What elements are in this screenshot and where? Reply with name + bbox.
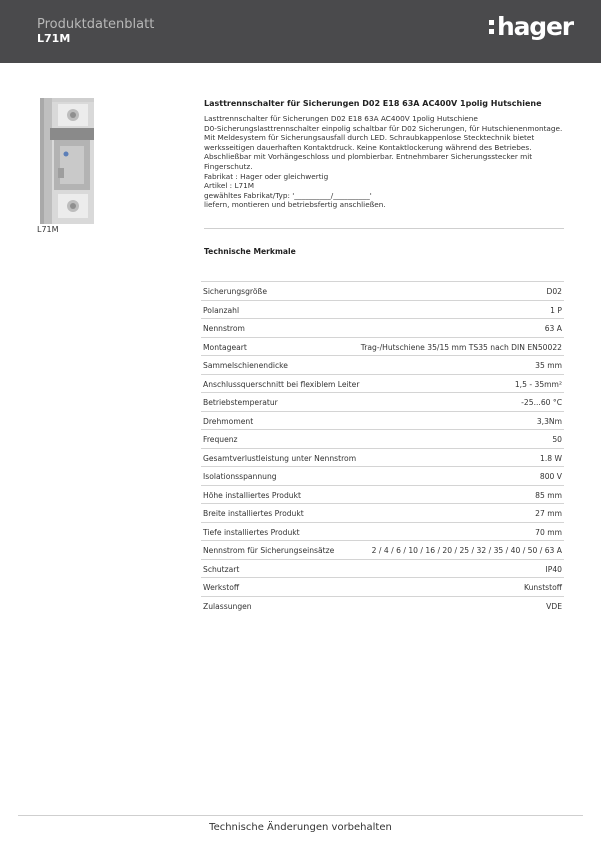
table-row: [201, 337, 564, 356]
specs-table: [201, 281, 564, 614]
spec-label: Isolationsspannung: [203, 472, 277, 481]
spec-label: Breite installiertes Produkt: [203, 509, 304, 518]
section-divider: [204, 228, 564, 229]
footer-note: Technische Änderungen vorbehalten: [209, 822, 392, 833]
spec-label: Montageart: [203, 342, 247, 352]
spec-value: 800 V: [539, 472, 562, 481]
spec-value: VDE: [546, 601, 562, 611]
table-row: [201, 318, 564, 337]
header-bar: [0, 0, 601, 63]
table-row: [201, 300, 564, 319]
spec-label: Gesamtverlustleistung unter Nennstrom: [203, 453, 357, 463]
spec-label: Polanzahl: [203, 305, 240, 315]
spec-value: 27 mm: [535, 509, 562, 518]
description-line: D0-Sicherungslasttrennschalter einpolig schaltbar für D02 Sicherungen, für Hutschienenmontage.: [204, 123, 563, 133]
spec-label: Höhe installiertes Produkt: [203, 490, 301, 500]
product-title: Lasttrennschalter für Sicherungen D02 E18 63A AC400V 1polig Hutschiene: [204, 99, 542, 108]
table-row: [201, 355, 564, 374]
spec-value: Trag-/Hutschiene 35/15 mm TS35 nach DIN EN50022: [360, 342, 562, 352]
table-row: [201, 374, 564, 393]
spec-label: Nennstrom für Sicherungseinsätze: [203, 546, 335, 555]
description-line: Mit Meldesystem für Sicherungsausfall durch LED. Schraubkappenlose Stecktechnik bietet: [204, 133, 535, 143]
hager-logo: [489, 12, 573, 44]
spec-label: Betriebstemperatur: [203, 398, 278, 407]
spec-label: Tiefe installiertes Produkt: [203, 527, 300, 537]
description-line: werksseitigen dauerhaften Kontaktdruck. Keine Kontaktlockerung während des Betriebes.: [204, 142, 532, 152]
spec-value: 35 mm: [535, 361, 562, 370]
description-line: Artikel : L71M: [204, 181, 255, 191]
description-line: Fabrikat : Hager oder gleichwertig: [204, 171, 329, 181]
spec-label: Zulassungen: [203, 601, 252, 611]
table-row: [201, 411, 564, 430]
spec-label: Schutzart: [203, 564, 240, 574]
table-row: [201, 448, 564, 467]
spec-value: IP40: [545, 564, 562, 574]
spec-label: Anschlussquerschnitt bei flexiblem Leiter: [203, 379, 360, 389]
table-row: [201, 392, 564, 411]
spec-label: Frequenz: [203, 435, 238, 444]
spec-value: 2 / 4 / 6 / 10 / 16 / 20 / 25 / 32 / 35 / 40 / 50 / 63 A: [371, 546, 562, 555]
spec-value: -25...60 °C: [521, 398, 562, 407]
table-row: [201, 596, 564, 615]
product-caption: L71M: [37, 225, 59, 234]
table-row: [201, 466, 564, 485]
spec-label: Nennstrom: [203, 324, 245, 333]
spec-label: Drehmoment: [203, 416, 254, 426]
table-row: [201, 522, 564, 541]
logo-dots-icon: [489, 20, 495, 38]
document-type: Produktdatenblatt: [37, 17, 155, 32]
spec-value: 70 mm: [535, 527, 562, 537]
description-line: Abschließbar mit Vorhängeschloss und plombierbar. Entnehmbarer Sicherungsstecker mit: [204, 152, 533, 162]
table-row: [201, 559, 564, 578]
footer-divider: [18, 815, 583, 816]
table-row: [201, 485, 564, 504]
description-line: liefern, montieren und betriebsfertig anschließen.: [204, 200, 386, 210]
spec-value: 1.8 W: [540, 453, 562, 463]
table-row: [201, 281, 564, 300]
description-line: gewähltes Fabrikat/Typ: '__________/__________': [204, 190, 372, 200]
spec-label: Werkstoff: [203, 583, 240, 592]
specs-heading: Technische Merkmale: [204, 247, 296, 256]
spec-value: 63 A: [544, 324, 562, 333]
table-row: [201, 429, 564, 448]
product-description: [204, 99, 564, 210]
spec-label: Sicherungsgröße: [203, 287, 267, 296]
spec-value: 50: [552, 435, 562, 444]
spec-value: 1,5 - 35mm²: [514, 379, 562, 389]
table-row: [201, 577, 564, 596]
description-line: Fingerschutz.: [204, 161, 253, 171]
spec-value: D02: [546, 287, 562, 296]
spec-label: Sammelschienendicke: [203, 361, 288, 370]
fuse-switch-disconnector-icon: [36, 98, 96, 224]
spec-value: 85 mm: [535, 490, 562, 500]
document-code: L71M: [37, 32, 71, 45]
spec-value: 3,3Nm: [536, 416, 562, 426]
spec-value: 1 P: [550, 305, 562, 315]
table-row: [201, 503, 564, 522]
spec-value: Kunststoff: [524, 583, 562, 592]
brand-name: hager: [497, 12, 573, 41]
table-row: [201, 540, 564, 559]
description-line: Lasttrennschalter für Sicherungen D02 E18 63A AC400V 1polig Hutschiene: [204, 114, 478, 123]
